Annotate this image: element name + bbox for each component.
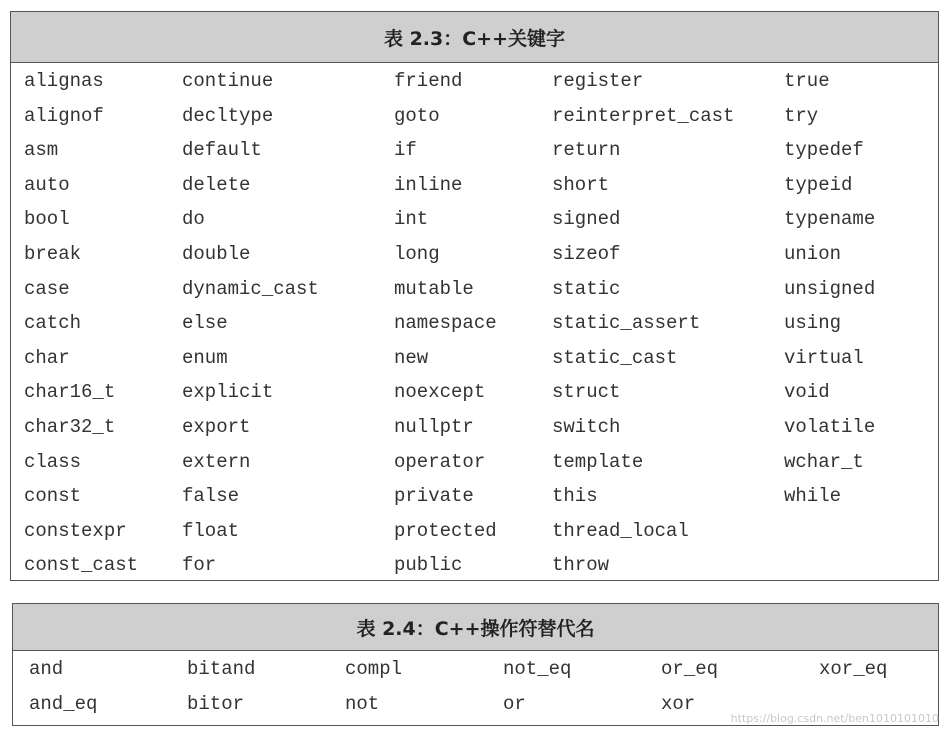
keyword-cell: this (552, 485, 598, 508)
keyword-cell: goto (394, 104, 440, 127)
keyword-cell: typeid (784, 173, 853, 196)
keyword-cell: thread_local (552, 519, 689, 542)
keyword-cell: typedef (784, 139, 864, 162)
keyword-cell: void (784, 381, 830, 404)
keyword-cell: decltype (182, 104, 274, 127)
keyword-cell: double (182, 243, 251, 265)
keyword-cell: case (24, 277, 70, 300)
keyword-cell: try (784, 104, 819, 127)
keyword-cell: inline (394, 173, 463, 196)
keyword-cell: enum (182, 346, 228, 369)
keyword-cell: unsigned (784, 277, 876, 300)
keyword-cell: sizeof (552, 243, 621, 265)
keyword-cell: struct (552, 381, 621, 404)
keyword-cell: alignas (24, 70, 104, 92)
keyword-cell: wchar_t (784, 450, 864, 473)
keyword-cell: if (394, 139, 417, 162)
keyword-cell: float (182, 519, 240, 542)
alternative-operators-table (12, 603, 939, 726)
keyword-cell: namespace (394, 312, 497, 335)
keyword-cell: friend (394, 70, 463, 92)
keyword-cell: reinterpret_cast (552, 104, 735, 127)
keywords-table (10, 11, 939, 581)
keyword-cell: class (24, 450, 82, 473)
keyword-cell: bitor (187, 693, 245, 715)
keyword-cell: bitand (187, 658, 256, 680)
keyword-cell: explicit (182, 381, 274, 404)
keyword-cell: union (784, 243, 842, 265)
keyword-cell: new (394, 346, 429, 369)
keyword-cell: const_cast (24, 554, 139, 577)
keyword-cell: return (552, 139, 621, 162)
keyword-cell: short (552, 173, 610, 196)
keyword-cell: char16_t (24, 381, 116, 404)
keyword-cell: volatile (784, 416, 876, 438)
keyword-cell: constexpr (24, 519, 127, 542)
keyword-cell: bool (24, 208, 70, 231)
keyword-cell: int (394, 208, 429, 231)
keyword-cell: extern (182, 450, 251, 473)
keyword-cell: not (345, 693, 380, 715)
keyword-cell: private (394, 485, 474, 508)
keyword-cell: else (182, 312, 228, 335)
keyword-cell: or (503, 693, 526, 715)
keyword-cell: register (552, 70, 644, 92)
keyword-cell: virtual (784, 346, 864, 369)
keyword-cell: static_cast (552, 346, 678, 369)
keyword-cell: compl (345, 658, 403, 680)
keyword-cell: false (182, 485, 240, 508)
keyword-cell: and (29, 658, 64, 680)
keyword-cell: mutable (394, 277, 474, 300)
keyword-cell: char (24, 346, 70, 369)
keyword-cell: break (24, 243, 82, 265)
keyword-cell: xor_eq (819, 658, 888, 680)
keyword-cell: nullptr (394, 416, 474, 438)
keyword-cell: for (182, 554, 217, 577)
keyword-cell: xor (661, 693, 696, 715)
keyword-cell: long (394, 243, 440, 265)
keyword-cell: not_eq (503, 658, 572, 680)
keyword-cell: catch (24, 312, 82, 335)
keyword-cell: asm (24, 139, 59, 162)
keyword-cell: noexcept (394, 381, 486, 404)
keyword-cell: public (394, 554, 463, 577)
keyword-cell: default (182, 139, 262, 162)
keywords-table-title: 表 2.3：C++关键字 (11, 12, 938, 63)
keyword-cell: static_assert (552, 312, 701, 335)
keyword-cell: while (784, 485, 842, 508)
keyword-cell: alignof (24, 104, 104, 127)
keyword-cell: do (182, 208, 205, 231)
keyword-cell: export (182, 416, 251, 438)
watermark: https://blog.csdn.net/ben1010101010 (730, 712, 939, 725)
alternative-operators-table-title: 表 2.4：C++操作符替代名 (13, 604, 938, 651)
keyword-cell: continue (182, 70, 274, 92)
keyword-cell: auto (24, 173, 70, 196)
keyword-cell: dynamic_cast (182, 277, 319, 300)
keyword-cell: char32_t (24, 416, 116, 438)
keyword-cell: operator (394, 450, 486, 473)
keyword-cell: switch (552, 416, 621, 438)
keyword-cell: and_eq (29, 693, 98, 715)
keyword-cell: template (552, 450, 644, 473)
keyword-cell: typename (784, 208, 876, 231)
keyword-cell: or_eq (661, 658, 719, 680)
keyword-cell: const (24, 485, 82, 508)
keyword-cell: protected (394, 519, 497, 542)
keyword-cell: using (784, 312, 842, 335)
keyword-cell: true (784, 70, 830, 92)
keyword-cell: delete (182, 173, 251, 196)
keyword-cell: throw (552, 554, 610, 577)
keyword-cell: signed (552, 208, 621, 231)
keyword-cell: static (552, 277, 621, 300)
